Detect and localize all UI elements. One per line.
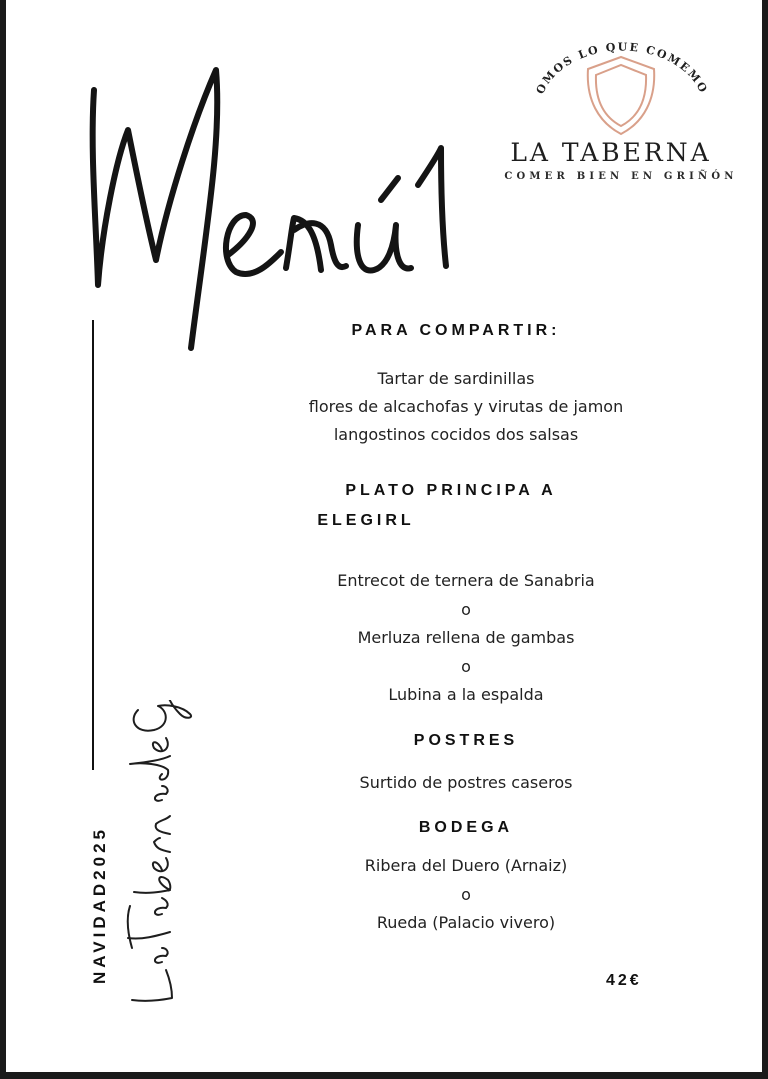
menu-item: Lubina a la espalda [388, 685, 544, 704]
menu-item: Surtido de postres caseros [359, 773, 573, 792]
price: 42€ [606, 972, 642, 989]
section-heading-plato-principal: PLATO PRINCIPA A [345, 482, 557, 499]
side-text-navidad: NAVIDAD2025 [90, 826, 109, 985]
menu-item: Tartar de sardinillas [377, 369, 535, 388]
restaurant-logo [486, 24, 766, 204]
shield-icon [588, 57, 654, 134]
menu-item: Rueda (Palacio vivero) [376, 913, 556, 932]
menu-page [6, 0, 762, 1072]
menu-item-separator: o [461, 885, 471, 904]
signature [122, 700, 212, 1010]
vertical-divider [92, 320, 94, 770]
section-heading-postres: POSTRES [413, 732, 519, 749]
section-heading-plato-principal-line2: ELEGIRL [317, 512, 415, 529]
menu-item-separator: o [461, 657, 471, 676]
menu-item: Ribera del Duero (Arnaiz) [364, 856, 568, 875]
logo-emblem [486, 24, 766, 139]
svg-text:SOMOS LO QUE COMEMOS [486, 24, 710, 96]
menu-title [76, 30, 496, 360]
section-heading-para-compartir: PARA COMPARTIR: [351, 322, 561, 339]
signature-text [122, 700, 123, 701]
section-heading-bodega: BODEGA [418, 819, 514, 836]
menu-item: Merluza rellena de gambas [357, 628, 575, 647]
menu-item: Entrecot de ternera de Sanabria [337, 571, 595, 590]
logo-arc-text: OMOS LO QUE COMEMO [533, 40, 711, 97]
menu-item-separator: o [461, 600, 471, 619]
menu-item: langostinos cocidos dos salsas [333, 425, 579, 444]
logo-tagline: COMER BIEN EN GRIÑÓN [504, 171, 738, 182]
menu-title-text [76, 30, 496, 360]
menu-item: flores de alcachofas y virutas de jamon [308, 397, 624, 416]
logo-name: LA TABERNA [510, 138, 712, 167]
signature-drawing [122, 700, 212, 1010]
